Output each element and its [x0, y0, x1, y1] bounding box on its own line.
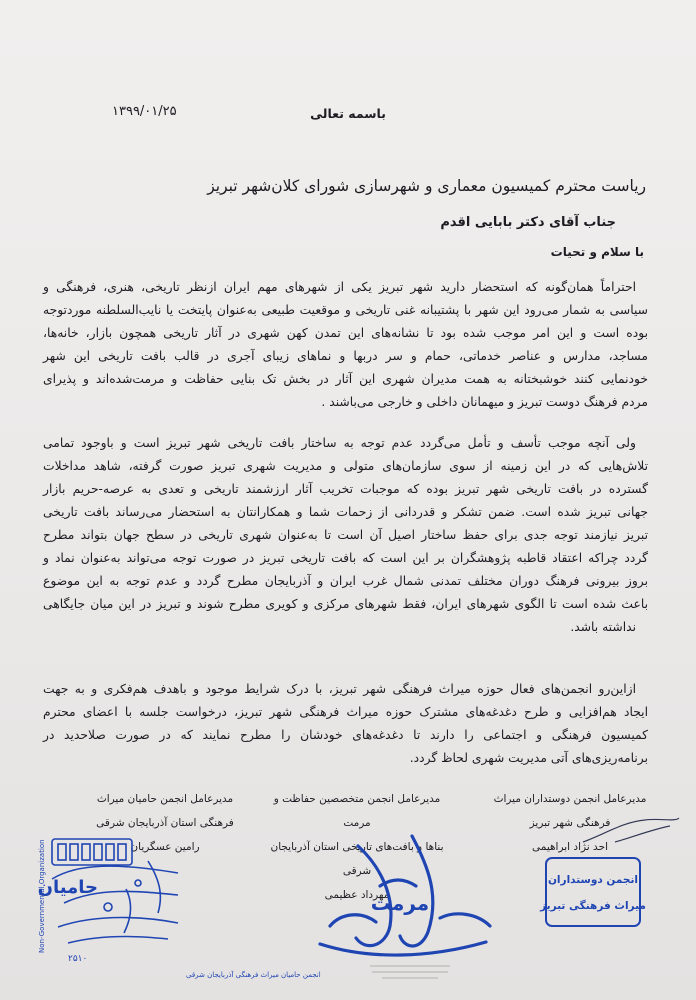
paragraph-line: ازاین‌رو انجمن‌های فعال حوزه میراث فرهنگی شهر تبریز، با درک شرایط موجود و باهدف هم‌فکری و به جهت: [43, 682, 636, 696]
heritage-friends-stamp: [540, 855, 646, 929]
signature-title: مدیرعامل انجمن حامیان میراث: [96, 793, 234, 805]
paragraph-line: تبریز نیازمند توجه جدی برای حفظ ساختار اصیل آن است تا به‌عنوان شهری تاریخی در سطح جهان بتواند مطرح: [43, 528, 648, 542]
signature-org: فرهنگی شهر تبریز: [529, 817, 611, 829]
paragraph-2: [43, 432, 648, 639]
stamp-right-line1: انجمن دوستداران: [547, 874, 639, 886]
paragraph-line: تلاش‌هایی که در این زمینه از سوی سازمان‌های متولی و مدیریت شهری تبریز صورت گرفته، شاهد مداخلات: [43, 459, 648, 473]
signature-person: احد نژاد ابراهیمی: [532, 841, 608, 853]
restoration-experts-stamp: [300, 826, 500, 991]
stamp-side-text: Non-Governmental Organization: [38, 839, 46, 953]
paragraph-line: ولی آنچه موجب تأسف و تأمل می‌گردد عدم توجه به ساختار بافت تاریخی شهر تبریز است و باوجود تمامی: [43, 436, 636, 450]
stamp-number: ۲۵۱۰: [68, 954, 88, 964]
paragraph-line: جهانی تبریز شده است. ضمن تشکر و قدردانی از زحمات شما و همکارانتان به استحضار می‌رساند بافت تاریخی: [43, 505, 648, 519]
salutation-line: جناب آقای دکتر بابایی اقدم: [440, 215, 616, 230]
signature-org: فرهنگی استان آذربایجان شرقی: [96, 817, 234, 829]
paragraph-line: ایجاد هم‌افزایی و طرح دغدغه‌های مشترک حوزه میراث فرهنگی شهر تبریز، درخواست جلسه با اعضای محترم: [43, 705, 648, 719]
recipient-line: ریاست محترم کمیسیون معماری و شهرسازی شورای کلان‌شهر تبریز: [207, 177, 646, 195]
greeting-line: با سلام و تحیات: [550, 245, 644, 259]
paragraph-line: مردم فرهنگ دوست تبریز و میهمانان داخلی و خارجی می‌باشند .: [321, 395, 648, 409]
paragraph-line: احتراماً همان‌گونه که استحضار دارید شهر تبریز یکی از شهرهای مهم ایران ازنظر تاریخی، هنری، فرهنگی و: [43, 280, 636, 294]
paragraph-line: مساجد، مدارس و عناصر خدماتی، حمام و سر دربها و نماهای زیبای آجری در قالب بافت تاریخی این شهر: [43, 349, 648, 363]
paragraph-line: برنامه‌ریزی‌های آتی مدیریت شهری لحاظ گردد.: [409, 751, 648, 765]
signature-org: بناها و بافت‌های تاریخی استان آذربایجان شرقی: [270, 841, 444, 877]
letter-heading: باسمه تعالی: [310, 106, 386, 121]
signature-person: رامین عسگریان: [130, 841, 200, 853]
paragraph-1: [43, 276, 648, 414]
stamp-right-line2: میراث فرهنگی تبریز: [540, 900, 646, 912]
signature-person: مهرداد عظیمی: [324, 889, 390, 901]
paragraph-line: گسترده در بافت تاریخی شهر تبریز بوده که موجبات تخریب آثار ارزشمند تاریخی و تعدی به عرصه-حریم بازار: [43, 482, 648, 496]
letter-date: ۱۳۹۹/۰۱/۲۵: [112, 104, 177, 119]
paragraph-line: بوده است و این امر موجب شده بود تا نشانه‌های این تمدن کهن شهری در آثار تاریخی همچون بازار، خانه‌ها،: [43, 326, 648, 340]
paragraph-line: گردد چراکه اعتقاد قاطبه پژوهشگران بر این است که بافت تاریخی تبریز در صورت توجه می‌تواند به‌عنوان نماد و: [43, 551, 648, 565]
heritage-supporters-stamp: [37, 833, 321, 985]
signature-title: مدیرعامل انجمن متخصصین حفاظت و مرمت: [273, 793, 441, 829]
paragraph-line: سیاسی به شمار می‌رود این شهر با پشتیبانه غنی تاریخی و موقعیت طبیعی به‌عنوان پایتخت یا نایب‌السلطنه موردتوجه: [43, 303, 648, 317]
stamp-left-script: حامیان: [37, 877, 98, 898]
paragraph-line: خودنمایی کنند خوشبختانه به همت مدیران شهری این آثار در بخش تک بنایی حفاظت و مرمت‌شده‌اند و پذیرای: [43, 372, 648, 386]
paragraph-line: باعث شده است تا الگوی شهرهای ایران، فقط شهرهای مرکزی و کویری مطرح شوند و تبریز در این میان جایگاهی: [43, 597, 648, 611]
stamp-center-script: مرمت: [370, 891, 430, 915]
paragraph-line: کمیسیون فرهنگی و اجتماعی را دارند تا دغدغه‌های خودشان را مطرح نمایند که در صورت صلاحدید در: [43, 728, 648, 742]
handwritten-signature: [575, 812, 685, 852]
paragraph-line: بروز بیرونی فرهنگ دوران مختلف تمدنی شمال غرب ایران و آذربایجان مطرح گردد و عدم توجه به این موضوع: [43, 574, 648, 588]
stamp-caption: انجمن حامیان میراث فرهنگی آذربایجان شرقی: [186, 971, 321, 979]
signature-title: مدیرعامل انجمن دوستداران میراث: [493, 793, 647, 805]
paragraph-line: نداشته باشد.: [570, 620, 636, 634]
paragraph-3: [43, 678, 648, 770]
